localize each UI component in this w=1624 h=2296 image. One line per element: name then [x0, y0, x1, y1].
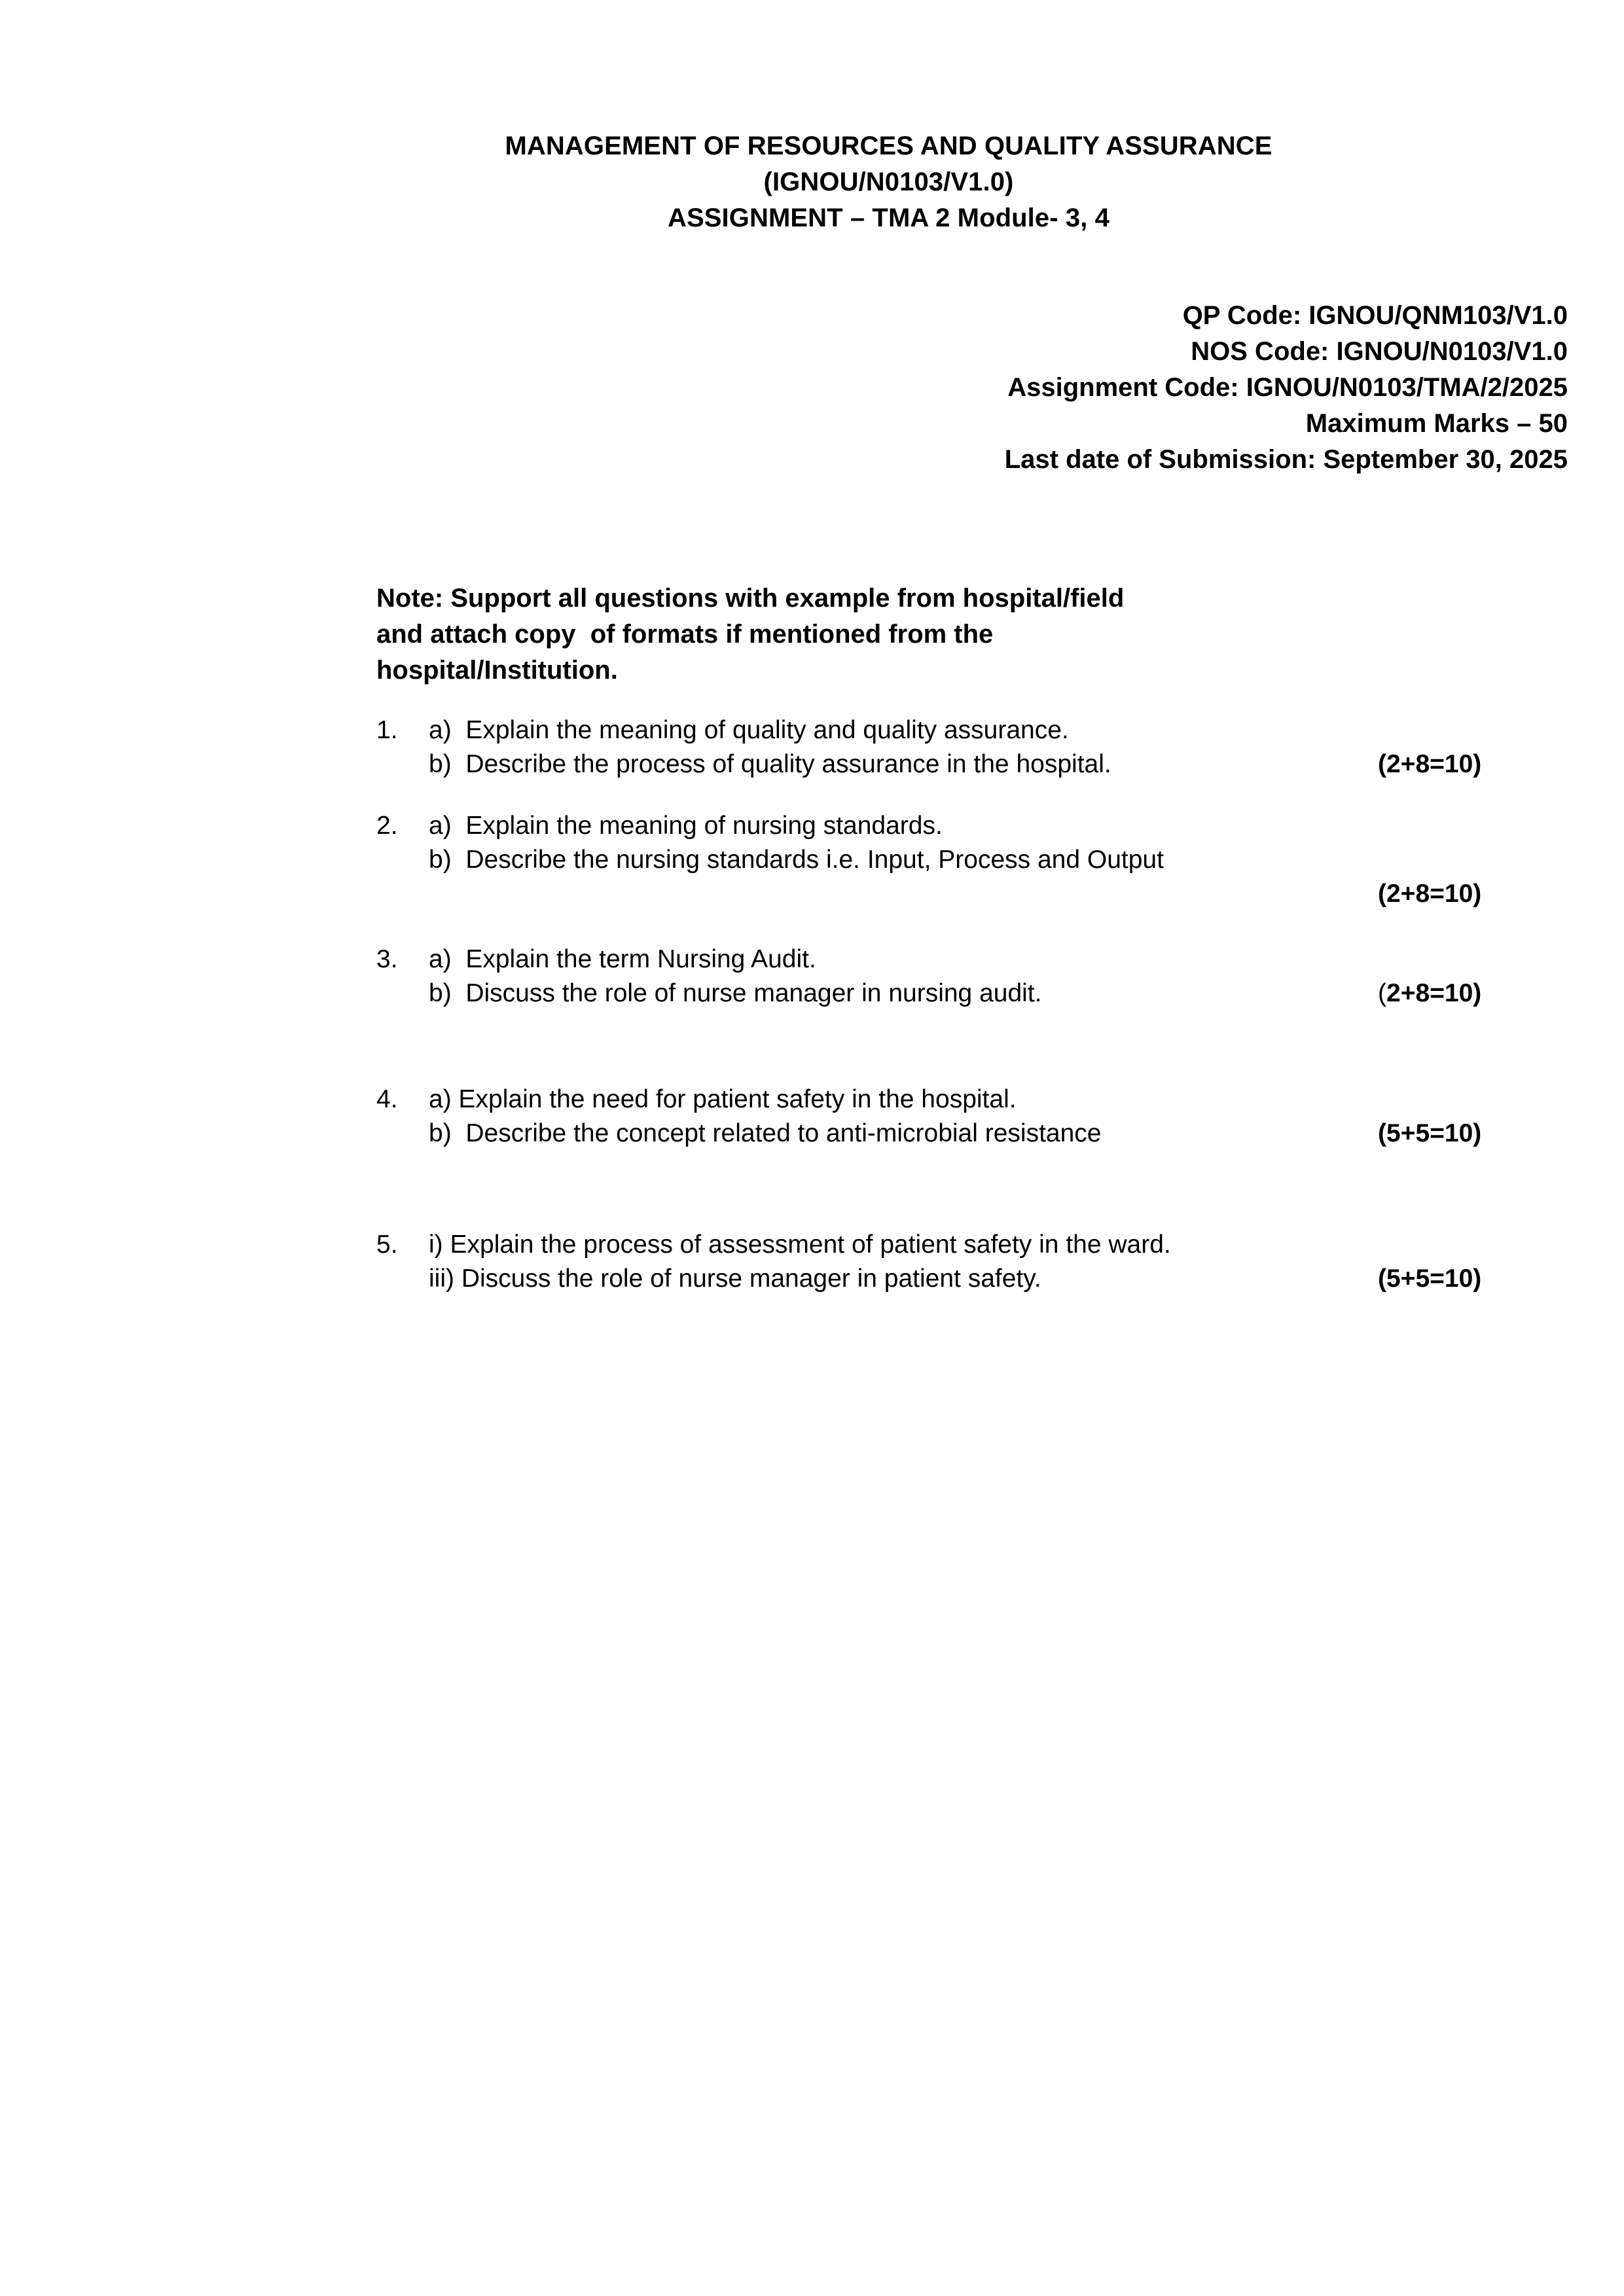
question-part-text: a) Explain the term Nursing Audit.: [429, 945, 816, 973]
question-marks: (2+8=10): [1378, 880, 1482, 908]
question-marks: (5+5=10): [1378, 1119, 1482, 1147]
last-date-of-submission: Last date of Submission: September 30, 2025: [1004, 445, 1568, 474]
question-number: 2.: [376, 812, 398, 840]
assignment-code: Assignment Code: IGNOU/N0103/TMA/2/2025: [1007, 373, 1568, 402]
question-part-text: b) Describe the concept related to anti-microbial resistance: [429, 1119, 1102, 1147]
question-part-row: [376, 713, 1568, 747]
nos-code: NOS Code: IGNOU/N0103/V1.0: [1191, 337, 1568, 366]
question-part-row: [376, 977, 1568, 1011]
question-part-row: [376, 747, 1568, 781]
question-part-text: a) Explain the need for patient safety in the hospital.: [429, 1085, 1017, 1113]
question-number: 1.: [376, 716, 398, 744]
note-line-3: hospital/Institution.: [376, 656, 618, 685]
question-marks: (5+5=10): [1378, 1265, 1482, 1293]
question-part-row: [376, 843, 1568, 877]
question-number: 4.: [376, 1085, 398, 1113]
question-part-row: [376, 1228, 1568, 1262]
note-block: [376, 581, 1358, 689]
question-number: 5.: [376, 1230, 398, 1259]
question-part-text: a) Explain the meaning of nursing standards.: [429, 812, 943, 840]
document-title-block: [209, 128, 1568, 236]
question-part-text: i) Explain the process of assessment of patient safety in the ward.: [429, 1230, 1171, 1259]
question-part-text: iii) Discuss the role of nurse manager in patient safety.: [429, 1265, 1041, 1293]
question-part-row: [376, 1262, 1568, 1296]
question-part-row: [376, 809, 1568, 843]
note-line-2: and attach copy of formats if mentioned from the: [376, 620, 994, 649]
question-item: [376, 1083, 1568, 1151]
question-part-row: [376, 942, 1568, 977]
question-spacer: [376, 781, 1568, 809]
question-spacer: [376, 915, 1568, 942]
question-number: 3.: [376, 945, 398, 973]
question-part-row: [376, 1083, 1568, 1117]
question-spacer: [376, 1011, 1568, 1083]
question-item: [376, 809, 1568, 915]
question-item: [376, 942, 1568, 1011]
question-part-text: b) Discuss the role of nurse manager in nursing audit.: [429, 979, 1042, 1007]
question-marks: (2+8=10): [1378, 979, 1482, 1007]
question-part-row: [376, 1117, 1568, 1151]
document-title-line-3: ASSIGNMENT – TMA 2 Module- 3, 4: [667, 204, 1110, 232]
qp-code: QP Code: IGNOU/QNM103/V1.0: [1182, 301, 1568, 330]
question-part-text: b) Describe the nursing standards i.e. Input, Process and Output: [429, 846, 1164, 874]
document-title-line-1: MANAGEMENT OF RESOURCES AND QUALITY ASSURANCE: [505, 132, 1272, 160]
question-part-text: a) Explain the meaning of quality and quality assurance.: [429, 716, 1069, 744]
question-marks: (2+8=10): [1378, 750, 1482, 778]
assignment-meta-block: [458, 298, 1568, 478]
question-item: [376, 713, 1568, 781]
question-marks-row: [376, 877, 1568, 915]
question-spacer: [376, 1151, 1568, 1228]
question-item: [376, 1228, 1568, 1296]
maximum-marks: Maximum Marks – 50: [1305, 409, 1568, 438]
note-line-1: Note: Support all questions with example from hospital/field: [376, 584, 1125, 613]
question-part-text: b) Describe the process of quality assurance in the hospital.: [429, 750, 1111, 778]
questions-list: [376, 713, 1568, 1296]
document-title-line-2: (IGNOU/N0103/V1.0): [763, 168, 1014, 196]
